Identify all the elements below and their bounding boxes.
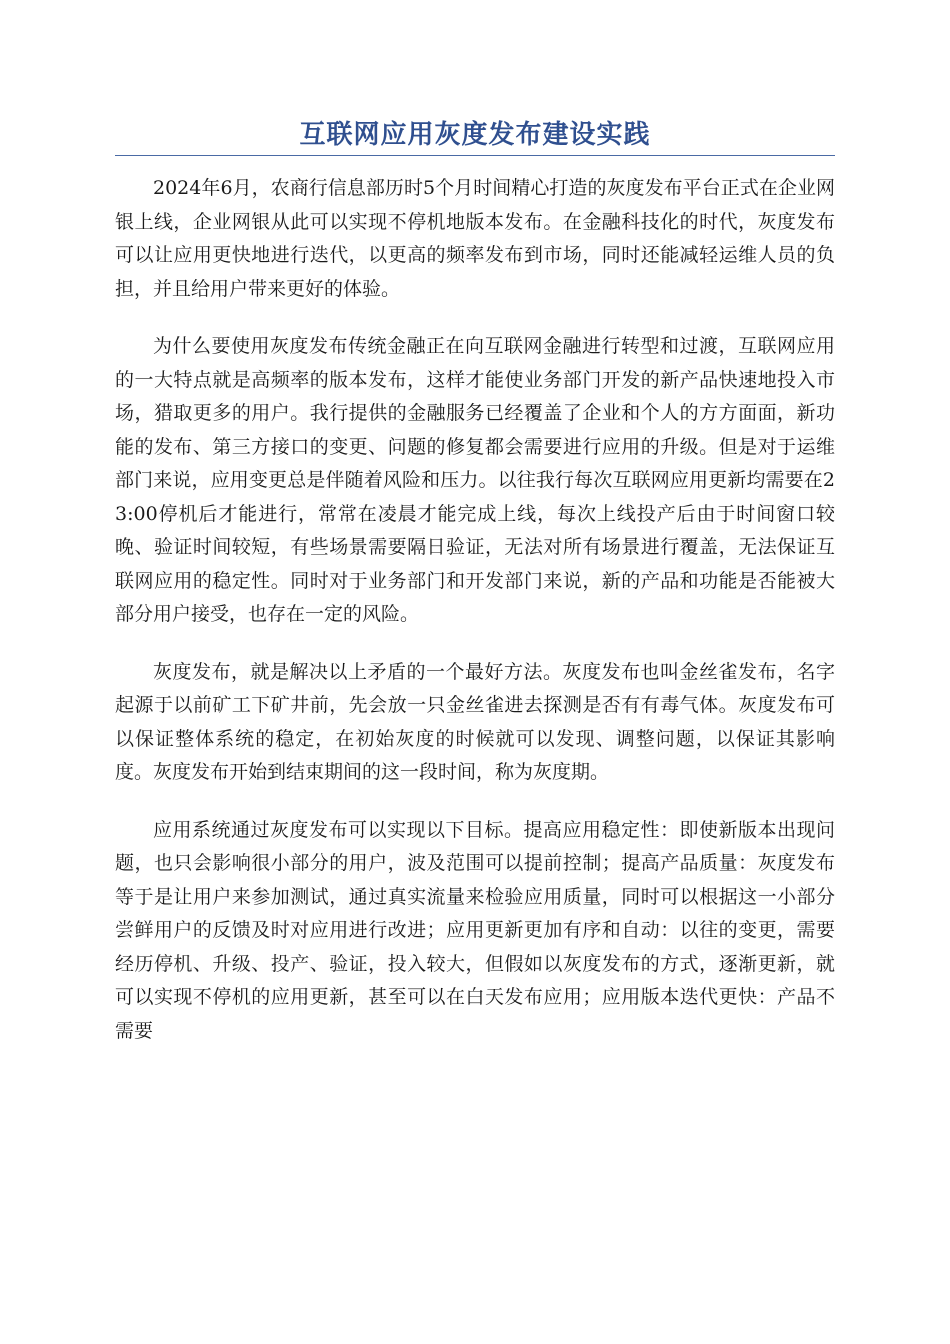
title-underline: [115, 155, 835, 156]
paragraph-release-launch: 2024年6月，农商行信息部历时5个月时间精心打造的灰度发布平台正式在企业网银上线，企业网银从此可以实现不停机地版本发布。在金融科技化的时代，灰度发布可以让应用更快地进行迭代，以更高的频率发布到市场，同时还能减轻运维人员的负担，并且给用户带来更好的体验。: [115, 177, 835, 300]
paragraph-canary-definition: 灰度发布，就是解决以上矛盾的一个最好方法。灰度发布也叫金丝雀发布，名字起源于以前矿工下矿井前，先会放一只金丝雀进去探测是否有有毒气体。灰度发布可以保证整体系统的稳定，在初始灰度的时候就可以发现、调整问题，以保证其影响度。灰度发布开始到结束期间的这一段时间，称为灰度期。: [115, 660, 835, 783]
paragraph-gray-release-goals: 应用系统通过灰度发布可以实现以下目标。提高应用稳定性：即使新版本出现问题，也只会影响很小部分的用户，波及范围可以提前控制；提高产品质量：灰度发布等于是让用户来参加测试，通过真实流量来检验应用质量，同时可以根据这一小部分尝鲜用户的反馈及时对应用进行改进；应用更新更加有序和自动：以往的变更，需要经历停机、升级、投产、验证，投入较大，但假如以灰度发布的方式，逐渐更新，就可以实现不停机的应用更新，甚至可以在白天发布应用；应用版本迭代更快：产品不需要: [115, 818, 835, 1042]
document-title: 互联网应用灰度发布建设实践: [299, 120, 651, 150]
paragraph-why-gray-release: 为什么要使用灰度发布传统金融正在向互联网金融进行转型和过渡，互联网应用的一大特点就是高频率的版本发布，这样才能使业务部门开发的新产品快速地投入市场，猎取更多的用户。我行提供的金融服务已经覆盖了企业和个人的方方面面，新功能的发布、第三方接口的变更、问题的修复都会需要进行应用的升级。但是对于运维部门来说，应用变更总是伴随着风险和压力。以往我行每次互联网应用更新均需要在23:00停机后才能进行，常常在凌晨才能完成上线，每次上线投产后由于时间窗口较晚、验证时间较短，有些场景需要隔日验证，无法对所有场景进行覆盖，无法保证互联网应用的稳定性。同时对于业务部门和开发部门来说，新的产品和功能是否能被大部分用户接受，也存在一定的风险。: [115, 335, 835, 625]
document-page: [115, 0, 835, 1072]
